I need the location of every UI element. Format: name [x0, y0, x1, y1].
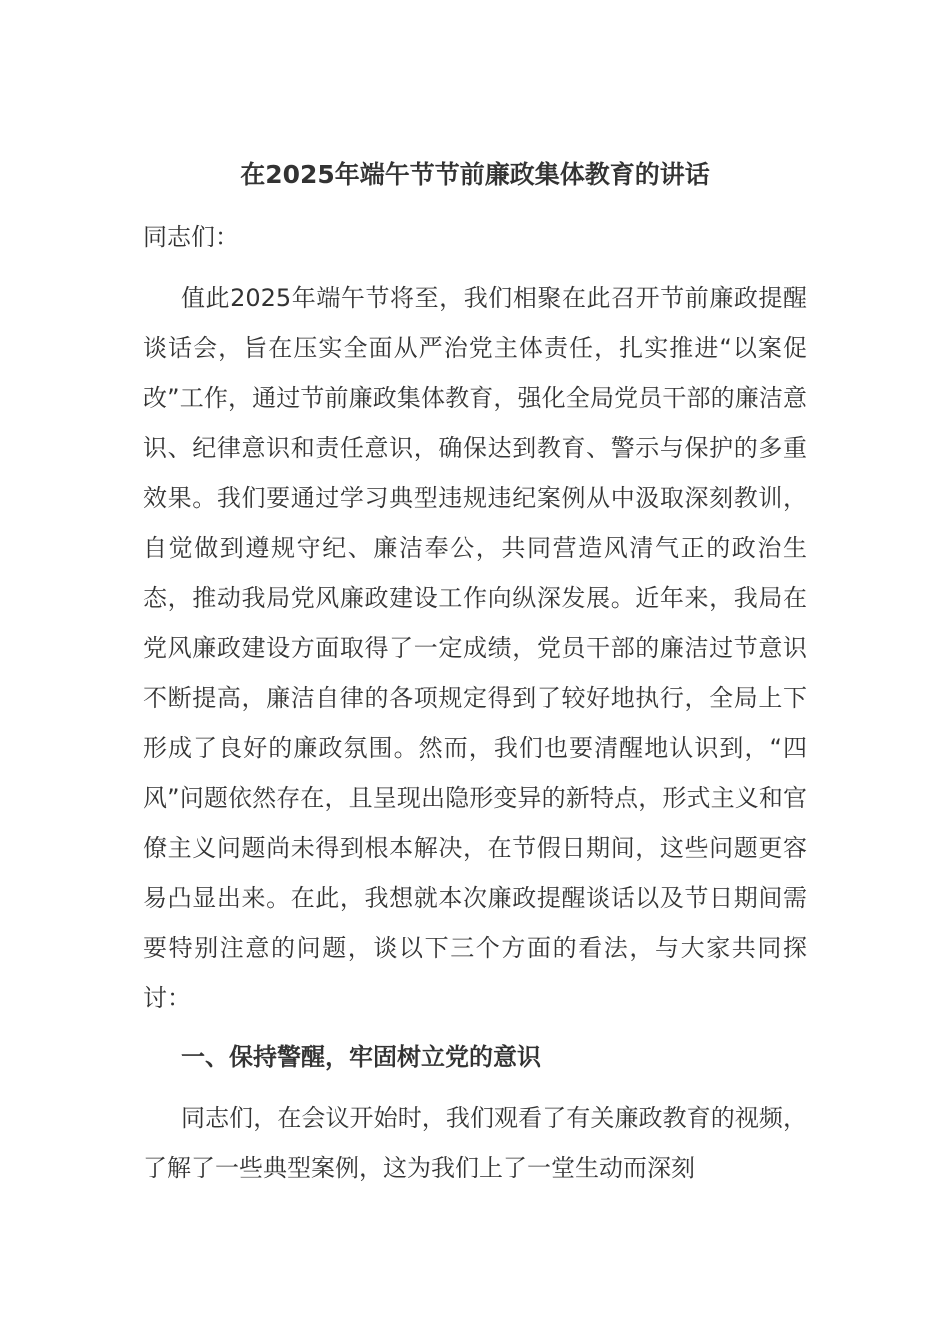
document-title: 在2025年端午节节前廉政集体教育的讲话 [240, 160, 710, 189]
paragraph-intro: 值此2025年端午节将至，我们相聚在此召开节前廉政提醒谈话会，旨在压实全面从严治党主体责任，扎实推进“以案促改”工作，通过节前廉政集体教育，强化全局党员干部的廉洁意识、纪律意识和责任意识，确保达到教育、警示与保护的多重效果。我们要通过学习典型违规违纪案例从中汲取深刻教训，自觉做到遵规守纪、廉洁奉公，共同营造风清气正的政治生态，推动我局党风廉政建设工作向纵深发展。近年来，我局在党风廉政建设方面取得了一定成绩，党员干部的廉洁过节意识不断提高，廉洁自律的各项规定得到了较好地执行，全局上下形成了良好的廉政氛围。然而，我们也要清醒地认识到，“四风”问题依然存在，且呈现出隐形变异的新特点，形式主义和官僚主义问题尚未得到根本解决，在节假日期间，这些问题更容易凸显出来。在此，我想就本次廉政提醒谈话以及节日期间需要特别注意的问题，谈以下三个方面的看法，与大家共同探讨： [143, 284, 807, 1012]
greeting: 同志们： [143, 223, 239, 251]
section-heading-1: 一、保持警醒，牢固树立党的意识 [181, 1043, 541, 1071]
paragraph-section-1: 同志们，在会议开始时，我们观看了有关廉政教育的视频，了解了一些典型案例，这为我们上了一堂生动而深刻 [143, 1104, 807, 1182]
